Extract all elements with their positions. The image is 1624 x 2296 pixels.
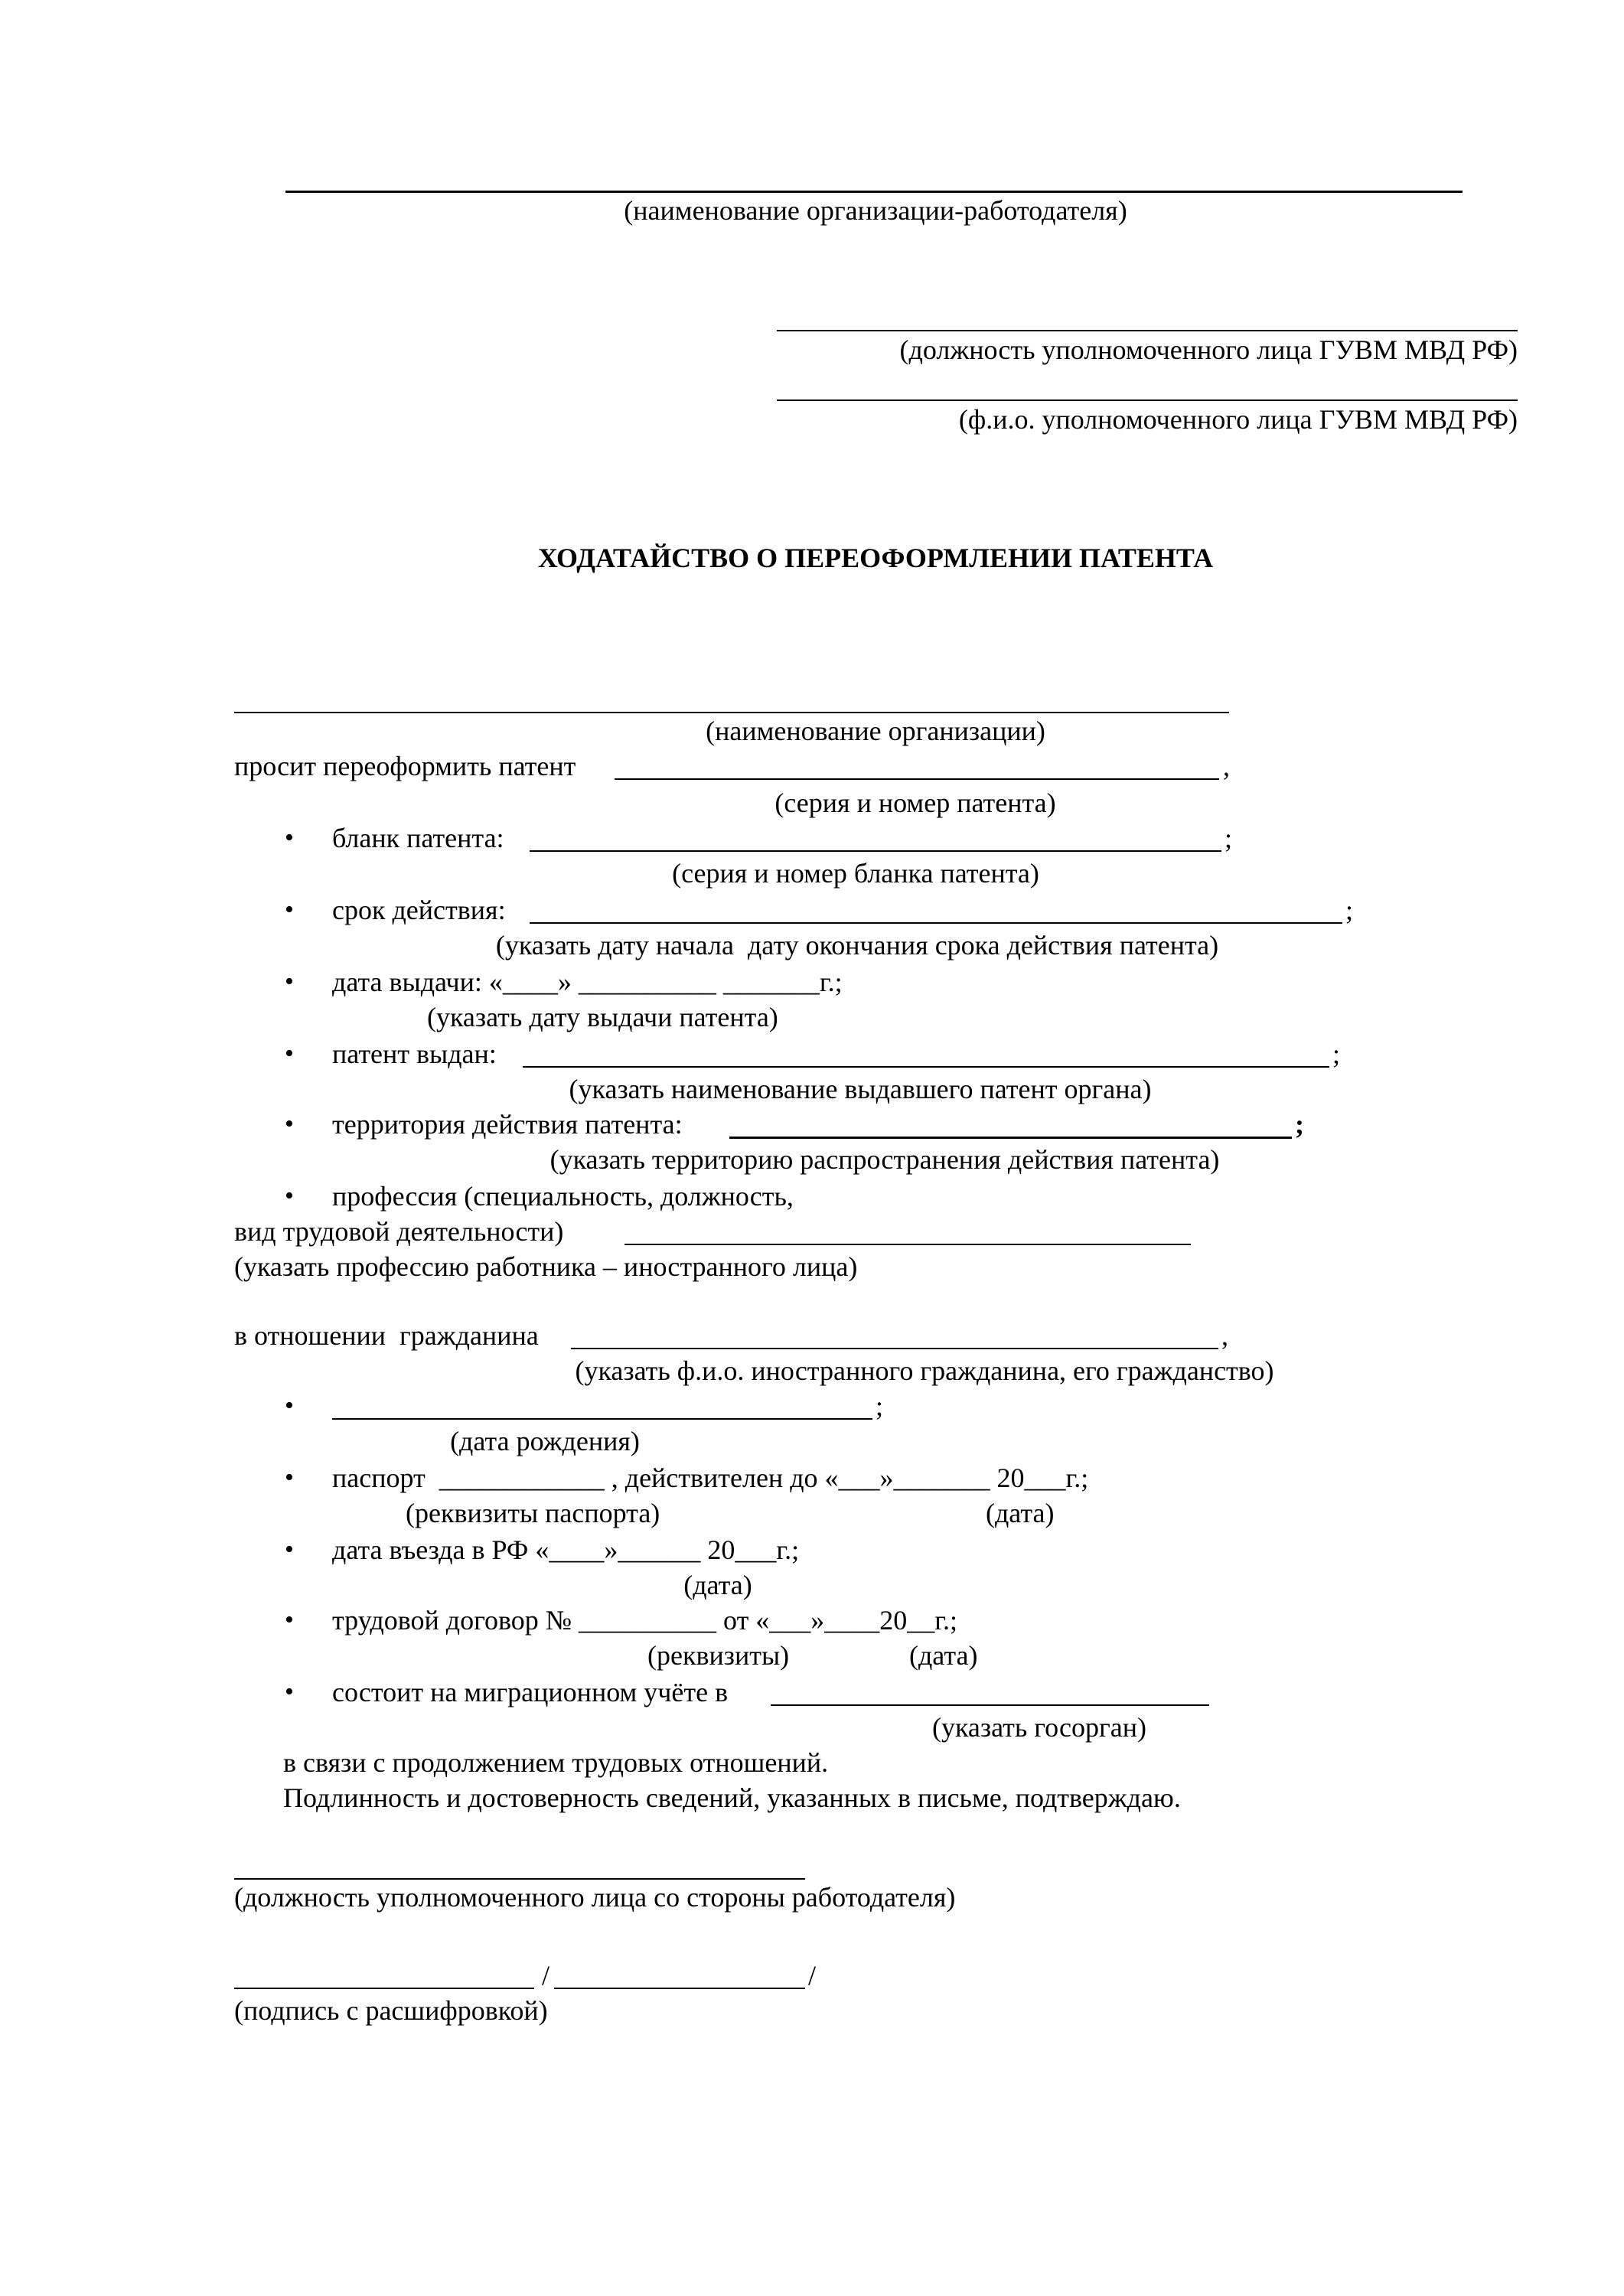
migration-authority-line[interactable] [771,1704,1209,1706]
issued-by-caption: (указать наименование выдавшего патент органа) [569,1074,1152,1104]
entry-date-label: дата въезда в РФ «____»______ 20___г.; [332,1534,800,1565]
bullet-icon: • [285,967,294,996]
validity-line[interactable] [530,922,1342,924]
bullet-icon: • [285,823,294,852]
profession-line[interactable] [624,1244,1191,1245]
bullet-icon: • [285,1606,294,1634]
signature-line[interactable] [234,1988,534,1989]
patent-blank-line[interactable] [530,850,1221,852]
official-name-caption: (ф.и.о. уполномоченного лица ГУВМ МВД РФ) [958,404,1518,435]
profession-caption: (указать профессию работника – иностранного лица) [234,1251,858,1282]
organization-name-line[interactable] [234,712,1229,713]
signature-slash-2: / [808,1960,817,1991]
bullet-icon: • [285,1391,294,1420]
patent-number-caption: (серия и номер патента) [774,788,1056,818]
signer-position-line[interactable] [234,1878,805,1880]
territory-line[interactable] [729,1137,1292,1139]
issue-date-caption: (указать дату выдачи патента) [427,1002,778,1032]
document-title: ХОДАТАЙСТВО О ПЕРЕОФОРМЛЕНИИ ПАТЕНТА [537,543,1214,573]
patent-blank-end: ; [1225,823,1233,853]
citizen-end: , [1221,1320,1228,1351]
profession-label-line1: профессия (специальность, должность, [332,1181,794,1212]
labor-contract-date-caption: (дата) [909,1640,978,1671]
official-position-line[interactable] [777,330,1518,331]
request-end: , [1223,751,1230,781]
closing-line-1: в связи с продолжением трудовых отношений. [283,1747,829,1778]
bullet-icon: • [285,895,294,924]
employer-name-line[interactable] [285,191,1463,193]
signer-position-caption: (должность уполномоченного лица со стороны работодателя) [234,1882,956,1913]
bullet-icon: • [285,1110,294,1138]
bullet-icon: • [285,1182,294,1210]
entry-date-caption: (дата) [683,1570,752,1600]
passport-label: паспорт ____________ , действителен до «___»_______ 20___г.; [332,1463,1089,1493]
citizen-label: в отношении гражданина [234,1320,539,1351]
bullet-icon: • [285,1463,294,1492]
labor-contract-details-caption: (реквизиты) [647,1640,790,1671]
citizen-caption: (указать ф.и.о. иностранного гражданина, его гражданство) [575,1355,1274,1386]
official-position-caption: (должность уполномоченного лица ГУВМ МВД РФ) [899,334,1518,365]
validity-label: срок действия: [332,895,506,925]
validity-caption: (указать дату начала дату окончания срока действия патента) [495,930,1219,960]
territory-label: территория действия патента: [332,1109,683,1140]
migration-label: состоит на миграционном учёте в [332,1677,729,1707]
migration-caption: (указать госорган) [931,1712,1147,1743]
citizen-name-line[interactable] [571,1348,1218,1349]
birth-date-line[interactable] [332,1418,872,1420]
labor-contract-label: трудовой договор № __________ от «___»____20__г.; [332,1605,958,1636]
issued-by-end: ; [1332,1039,1341,1069]
issued-by-line[interactable] [523,1066,1329,1068]
patent-blank-caption: (серия и номер бланка патента) [672,858,1039,889]
birth-date-caption: (дата рождения) [450,1426,640,1456]
bullet-icon: • [285,1535,294,1564]
request-label: просит переоформить патент [234,751,576,781]
patent-number-line[interactable] [615,778,1219,780]
organization-caption: (наименование организации) [706,716,1045,746]
profession-label-line2: вид трудовой деятельности) [234,1216,564,1247]
issue-date-label: дата выдачи: «____» __________ _______г.; [332,967,843,997]
signature-caption: (подпись с расшифровкой) [234,1995,548,2026]
validity-end: ; [1345,895,1354,925]
employer-name-caption: (наименование организации-работодателя) [624,195,1127,226]
territory-caption: (указать территорию распространения действия патента) [549,1144,1220,1175]
official-name-line[interactable] [777,400,1518,401]
issued-by-label: патент выдан: [332,1039,497,1069]
patent-blank-label: бланк патента: [332,823,504,853]
passport-details-caption: (реквизиты паспорта) [406,1498,660,1528]
signature-name-line[interactable] [554,1988,805,1989]
territory-end: ; [1295,1109,1304,1140]
closing-line-2: Подлинность и достоверность сведений, указанных в письме, подтверждаю. [283,1782,1181,1813]
passport-date-caption: (дата) [986,1498,1055,1528]
signature-slash-1: / [542,1960,550,1991]
bullet-icon: • [285,1678,294,1706]
birth-date-end: ; [876,1391,884,1421]
bullet-icon: • [285,1039,294,1068]
